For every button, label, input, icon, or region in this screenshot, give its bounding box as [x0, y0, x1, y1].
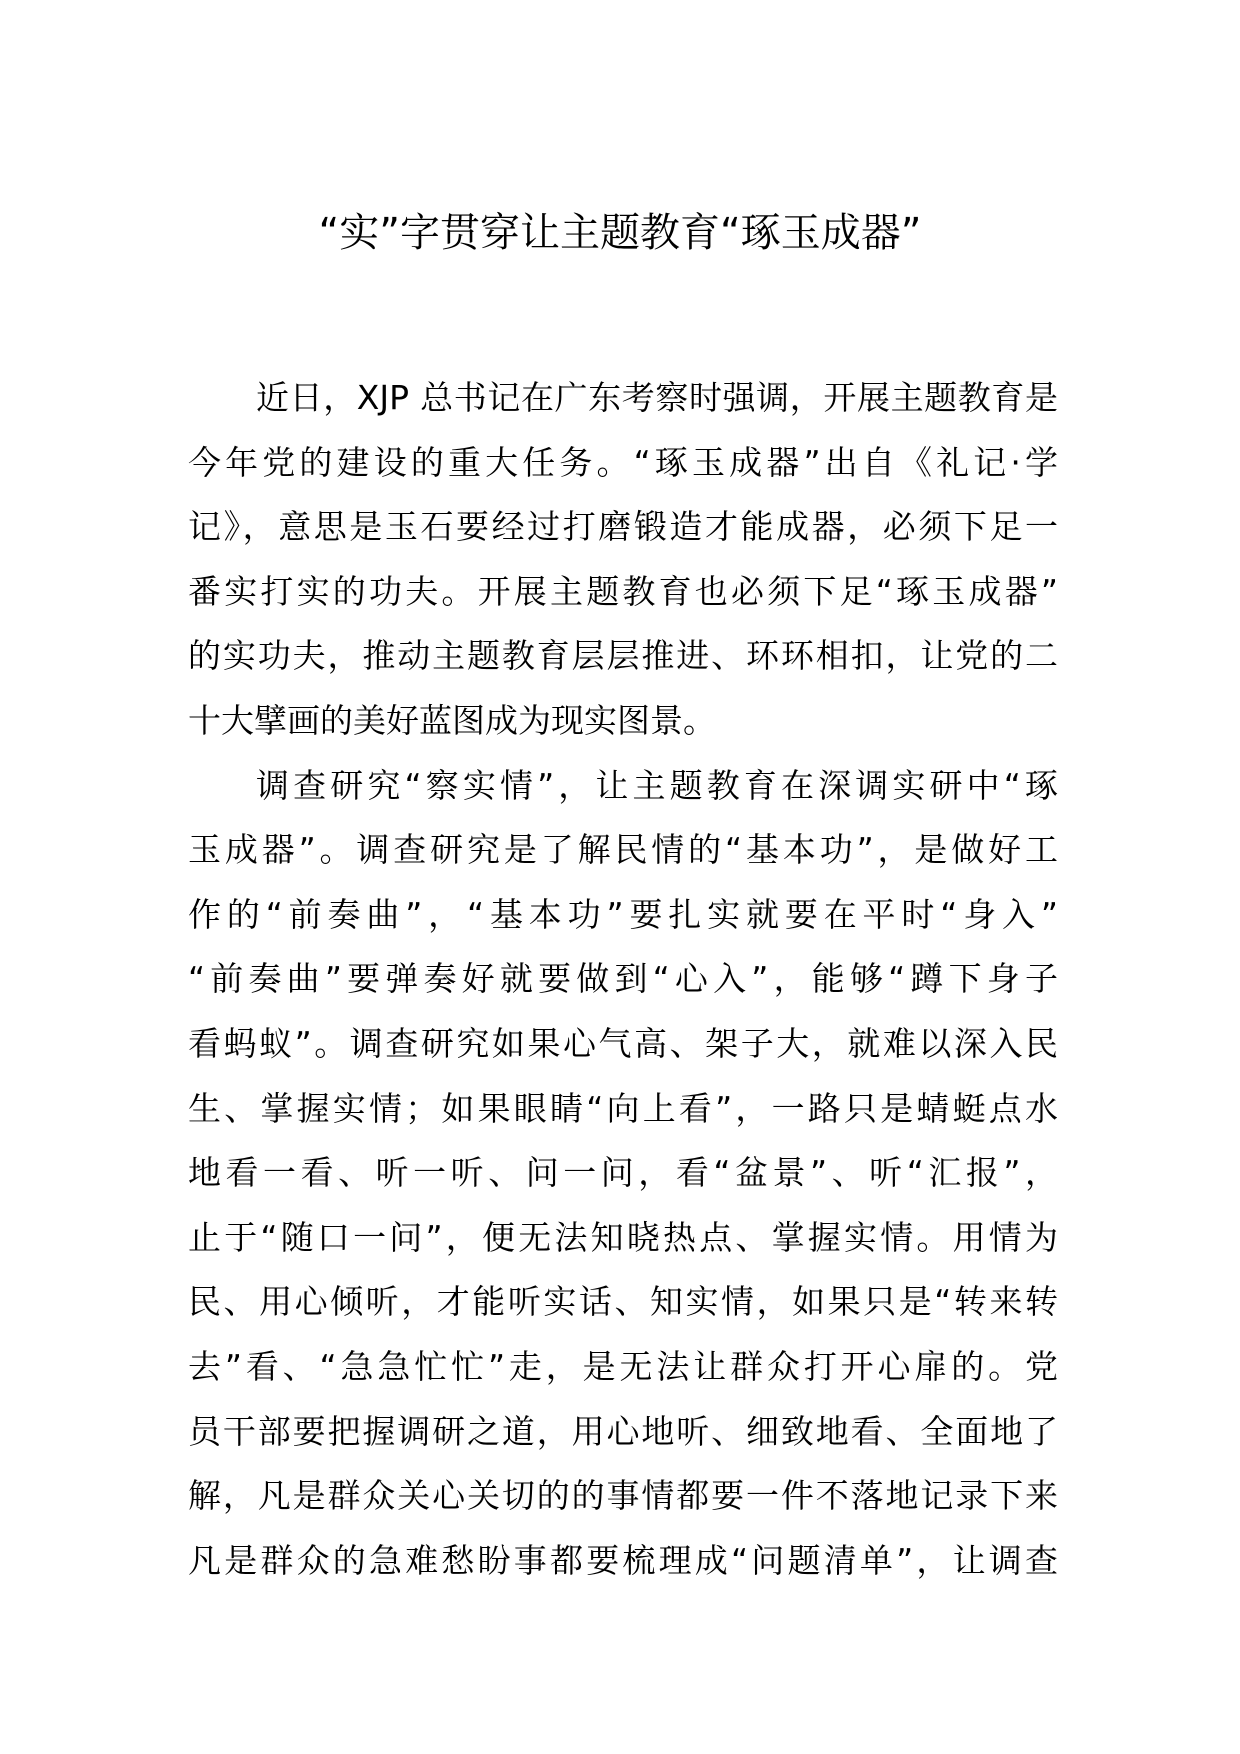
text-line: 民、用心倾听，才能听实话、知实情，如果只是“转来转 — [188, 1282, 1058, 1322]
text-line: 凡是群众的急难愁盼事都要梳理成“问题清单”，让调查 — [188, 1540, 1058, 1580]
text-line: 止于“随口一问”，便无法知晓热点、掌握实情。用情为 — [188, 1217, 1058, 1257]
text-line: 作的“前奏曲”，“基本功”要扎实就要在平时“身入” — [188, 894, 1058, 934]
text-line: 生、掌握实情；如果眼睛“向上看”，一路只是蜻蜓点水 — [188, 1088, 1058, 1128]
text-line: “前奏曲”要弹奏好就要做到“心入”，能够“蹲下身子 — [188, 959, 1058, 999]
text-line: 记》，意思是玉石要经过打磨锻造才能成器，必须下足一 — [188, 507, 1058, 547]
text-line: 地看一看、听一听、问一问，看“盆景”、听“汇报”， — [188, 1153, 1058, 1193]
text-line: 的实功夫，推动主题教育层层推进、环环相扣，让党的二 — [188, 636, 1058, 676]
text-line: 玉成器”。调查研究是了解民情的“基本功”，是做好工 — [188, 830, 1058, 870]
text-line: 十大擘画的美好蓝图成为现实图景。 — [188, 700, 716, 740]
text-line: 去”看、“急急忙忙”走，是无法让群众打开心扉的。党 — [188, 1346, 1058, 1386]
document-body — [188, 366, 1058, 1593]
text-line: 近日，XJP 总书记在广东考察时强调，开展主题教育是 — [256, 378, 1058, 417]
document-title: “实”字贯穿让主题教育“琢玉成器” — [318, 210, 922, 256]
paragraph-1 — [188, 366, 1058, 754]
paragraph-2 — [188, 754, 1058, 1594]
text-line: 番实打实的功夫。开展主题教育也必须下足“琢玉成器” — [188, 571, 1058, 611]
text-line: 看蚂蚁”。调查研究如果心气高、架子大，就难以深入民 — [188, 1023, 1058, 1063]
text-line: 解，凡是群众关心关切的的事情都要一件不落地记录下来 — [188, 1476, 1058, 1516]
text-line: 今年党的建设的重大任务。“琢玉成器”出自《礼记·学 — [188, 442, 1058, 482]
text-line: 调查研究“察实情”，让主题教育在深调实研中“琢 — [256, 765, 1058, 805]
text-line: 员干部要把握调研之道，用心地听、细致地看、全面地了 — [188, 1411, 1058, 1451]
